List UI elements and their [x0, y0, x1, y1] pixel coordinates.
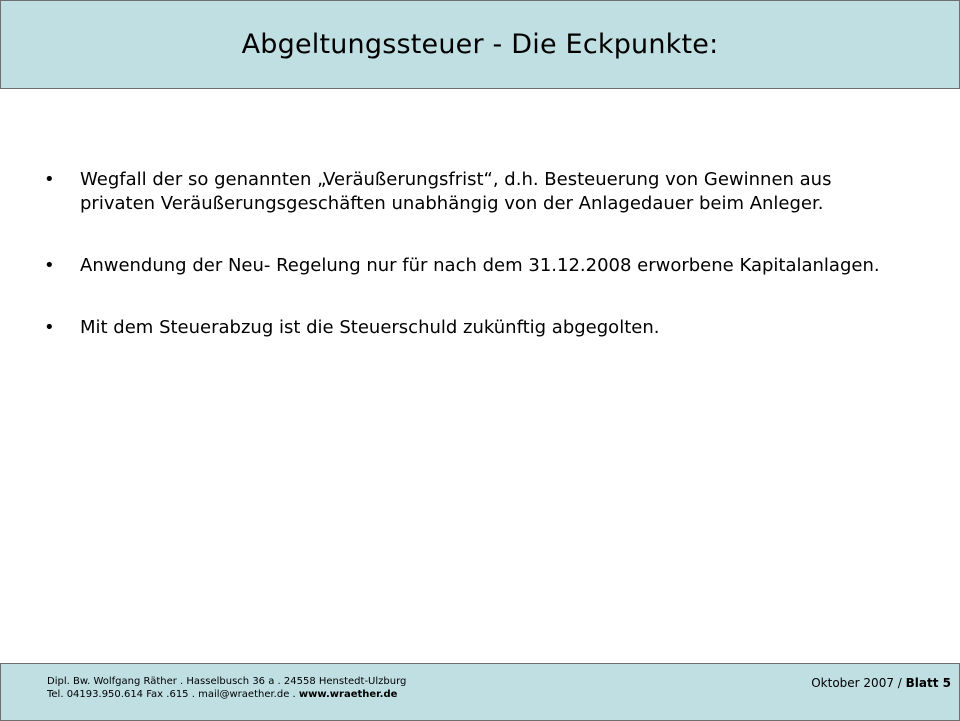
bullet-item	[40, 254, 900, 278]
bullet-text: Anwendung der Neu- Regelung nur für nach dem 31.12.2008 erworbene Kapitalanlagen.	[80, 255, 880, 276]
title-bar	[0, 0, 960, 89]
page-number: Blatt 5	[905, 676, 951, 690]
footer-page-info	[811, 676, 951, 690]
footer-contact-line	[47, 688, 406, 701]
footer-phone-mail: Tel. 04193.950.614 Fax .615 . mail@wraether.de .	[47, 689, 299, 700]
bullet-text: Mit dem Steuerabzug ist die Steuerschuld zukünftig abgegolten.	[80, 317, 660, 338]
footer-date: Oktober 2007 /	[811, 676, 906, 690]
footer-address: Dipl. Bw. Wolfgang Räther . Hasselbusch 36 a . 24558 Henstedt-Ulzburg	[47, 676, 407, 687]
bullet-marker: •	[44, 169, 55, 190]
slide-title: Abgeltungssteuer - Die Eckpunkte:	[241, 29, 719, 60]
bullet-marker: •	[44, 317, 55, 338]
bullet-item	[40, 168, 900, 216]
bullet-marker: •	[44, 255, 55, 276]
footer	[0, 663, 960, 721]
footer-contact	[47, 675, 406, 701]
bullet-text: Wegfall der so genannten „Veräußerungsfrist“, d.h. Besteuerung von Gewinnen aus privaten Veräußerungsgeschäften unabhängig von der Anlagedauer beim Anleger.	[80, 169, 832, 214]
bullet-list	[40, 168, 900, 340]
slide-content	[40, 168, 900, 340]
bullet-item	[40, 316, 900, 340]
footer-website-link[interactable]: www.wraether.de	[298, 689, 398, 700]
